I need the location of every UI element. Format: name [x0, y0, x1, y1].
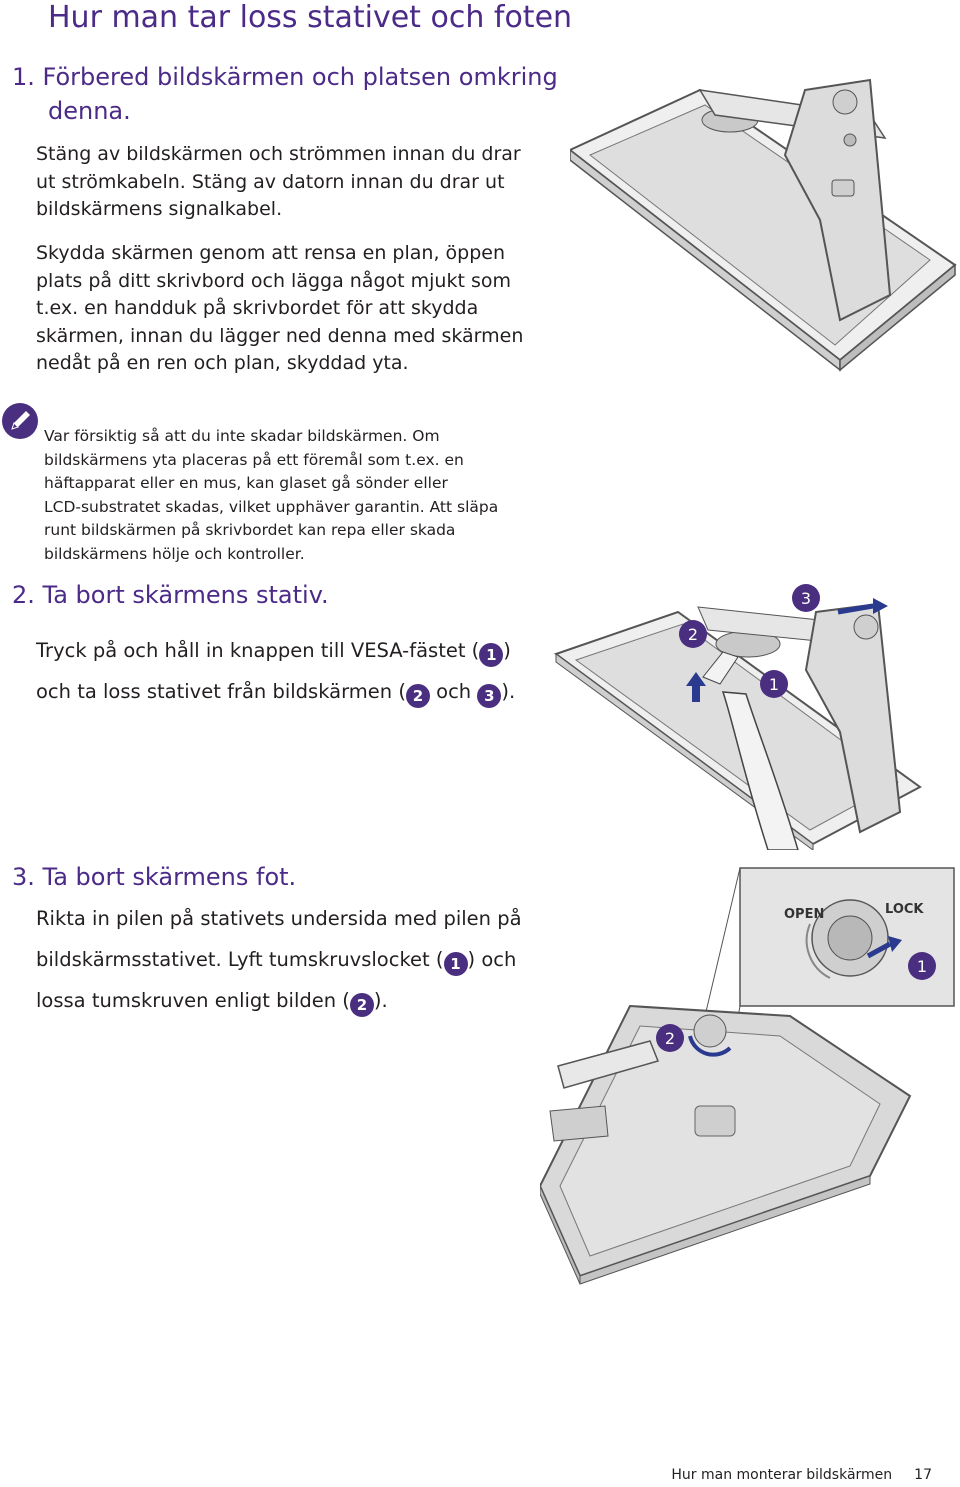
text-line: Tryck på och håll in knappen till VESA-fästet ( 1 ) — [36, 630, 576, 671]
step-badge-3: 3 — [477, 684, 501, 708]
callout-label: 2 — [664, 1029, 676, 1048]
page-title: Hur man tar loss stativet och foten — [48, 0, 573, 35]
text-line: ut strömkabeln. Stäng av datorn innan du drar ut — [36, 170, 505, 193]
step1-heading-line: 1. Förbered bildskärmen och platsen omkring — [12, 63, 558, 91]
step-badge-2: 2 — [350, 993, 374, 1017]
step1-heading-line: denna. — [48, 97, 131, 125]
text-line: häftapparat eller en mus, kan glaset gå sönder eller — [44, 474, 448, 493]
pencil-icon — [2, 403, 38, 439]
text-line: Var försiktig så att du inte skadar bildskärmen. Om — [44, 427, 440, 445]
text-line: bildskärmens hölje och kontroller. — [44, 544, 305, 563]
text-line: skärmen, innan du lägger ned denna med skärmen — [36, 324, 524, 347]
step-badge-1: 1 — [479, 643, 503, 667]
text-line: bildskärmsstativet. Lyft tumskruvslocket ( 1 ) och — [36, 939, 556, 980]
text-line: och ta loss stativet från bildskärmen ( 2 och 3 ). — [36, 671, 576, 712]
step1-paragraph-2 — [36, 240, 556, 378]
text-line: plats på ditt skrivbord och lägga något mjukt som — [36, 269, 511, 292]
monitor-facedown-illustration — [570, 60, 960, 390]
footer-section: Hur man monterar bildskärmen — [671, 1467, 893, 1483]
base-removal-illustration — [540, 866, 958, 1306]
page-number: 17 — [914, 1467, 932, 1483]
step2-instructions — [36, 630, 576, 712]
step2-heading: 2. Ta bort skärmens stativ. — [12, 581, 329, 609]
step1-paragraph-1 — [36, 141, 556, 224]
callout-label: 2 — [687, 625, 699, 644]
step1-heading — [12, 60, 558, 128]
text-line: bildskärmens yta placeras på ett föremål som t.ex. en — [44, 450, 464, 469]
lock-label: LOCK — [885, 902, 924, 917]
text-line: Stäng av bildskärmen och strömmen innan du drar — [36, 143, 521, 165]
text-line: bildskärmens signalkabel. — [36, 198, 283, 220]
stand-removal-illustration — [548, 582, 953, 850]
text-line: lossa tumskruven enligt bilden ( 2 ). — [36, 980, 556, 1021]
page-footer — [671, 1467, 932, 1483]
step-badge-2: 2 — [406, 684, 430, 708]
text-line: runt bildskärmen på skrivbordet kan repa eller skada — [44, 521, 456, 540]
note-text — [44, 425, 564, 567]
step3-heading: 3. Ta bort skärmens fot. — [12, 863, 297, 891]
step3-instructions — [36, 898, 556, 1021]
text-line: nedåt på en ren och plan, skyddad yta. — [36, 352, 409, 374]
callout-label: 1 — [916, 957, 928, 976]
step-badge-1: 1 — [444, 952, 468, 976]
note-pencil-icon — [2, 403, 38, 439]
text-line: Rikta in pilen på stativets undersida med pilen på — [36, 907, 522, 930]
open-label: OPEN — [784, 907, 825, 922]
callout-label: 1 — [768, 675, 780, 694]
text-line: Skydda skärmen genom att rensa en plan, öppen — [36, 242, 506, 264]
text-line: t.ex. en handduk på skrivbordet för att skydda — [36, 297, 479, 319]
callout-label: 3 — [800, 589, 812, 608]
text-line: LCD-substratet skadas, vilket upphäver garantin. Att släpa — [44, 497, 499, 516]
